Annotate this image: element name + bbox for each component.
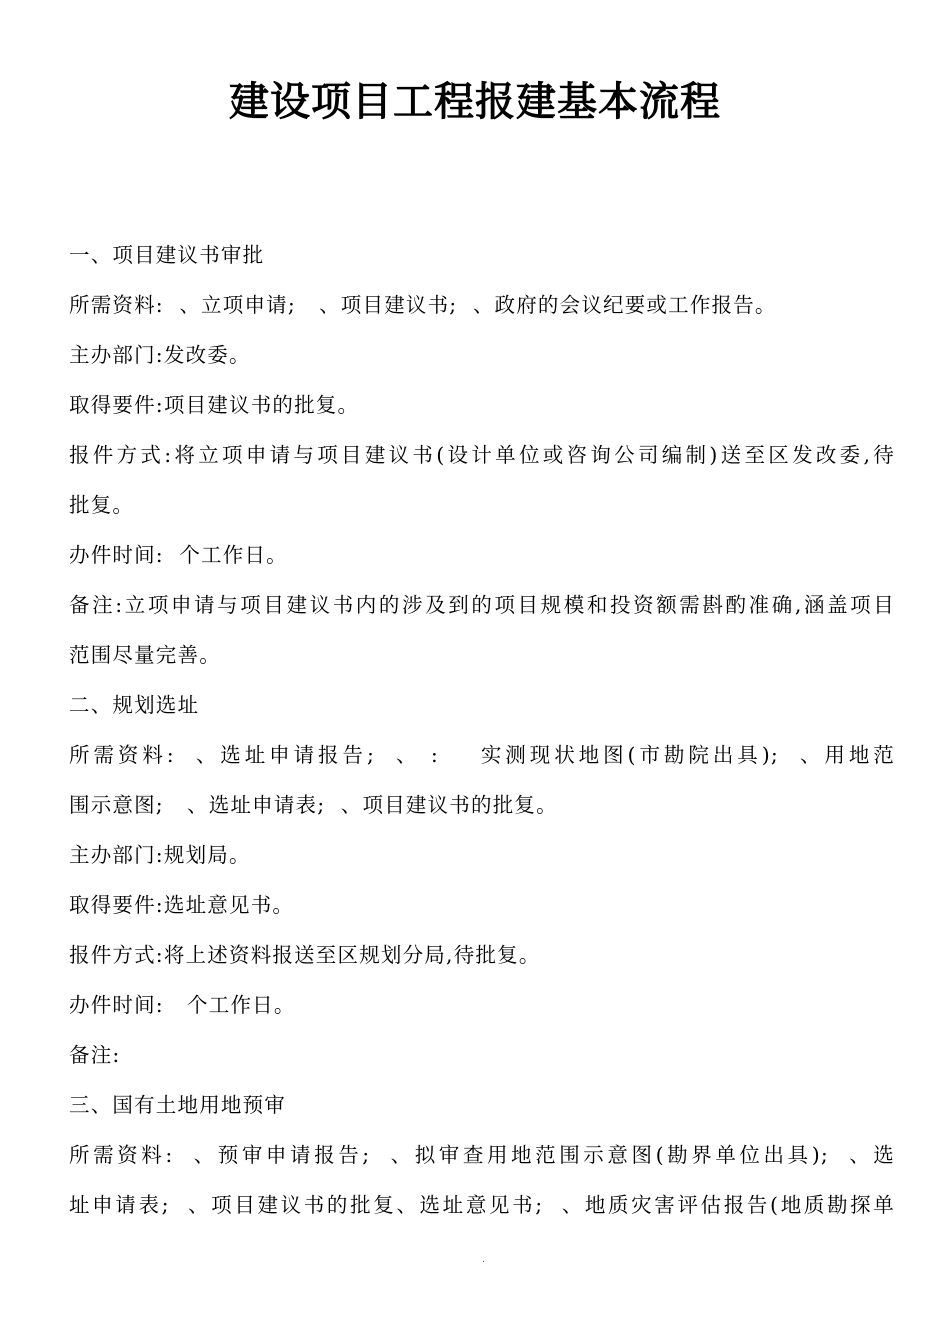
processing-time-2: 办件时间: 个工作日。	[69, 993, 296, 1017]
host-department-2: 主办部门:规划局。	[69, 843, 251, 867]
obtained-documents-1: 取得要件:项目建议书的批复。	[69, 393, 360, 417]
remarks-1-cont: 范围尽量完善。	[69, 643, 221, 667]
host-department-1: 主办部门:发改委。	[69, 343, 251, 367]
section-heading-2: 二、规划选址	[69, 693, 200, 717]
submission-method-2: 报件方式:将上述资料报送至区规划分局,待批复。	[69, 943, 541, 967]
submission-method-1: 报件方式:将立项申请与项目建议书(设计单位或咨询公司编制)送至区发改委,待	[69, 443, 895, 467]
section-heading-3: 三、国有土地用地预审	[69, 1093, 286, 1117]
required-materials-2-cont: 围示意图; 、选址申请表; 、项目建议书的批复。	[69, 793, 558, 817]
submission-method-1-cont: 批复。	[69, 493, 135, 517]
required-materials-2: 所需资料: 、选址申请报告; 、 : 实测现状地图(市勘院出具); 、用地范	[69, 743, 895, 767]
processing-time-1: 办件时间: 个工作日。	[69, 543, 288, 567]
document-body	[69, 230, 895, 1230]
section-heading-1: 一、项目建议书审批	[69, 243, 265, 267]
obtained-documents-2: 取得要件:选址意见书。	[69, 893, 295, 917]
required-materials-1: 所需资料: 、立项申请; 、项目建议书; 、政府的会议纪要或工作报告。	[69, 293, 777, 317]
remarks-2: 备注:	[69, 1043, 121, 1067]
remarks-1: 备注:立项申请与项目建议书内的涉及到的项目规模和投资额需斟酌准确,涵盖项目	[69, 593, 895, 617]
required-materials-3-cont: 址申请表; 、项目建议书的批复、选址意见书; 、地质灾害评估报告(地质勘探单	[69, 1193, 895, 1217]
page-footer-mark: .	[482, 1254, 486, 1265]
required-materials-3: 所需资料: 、预审申请报告; 、拟审查用地范围示意图(勘界单位出具); 、选	[69, 1143, 895, 1167]
document-title: 建设项目工程报建基本流程	[229, 79, 721, 125]
